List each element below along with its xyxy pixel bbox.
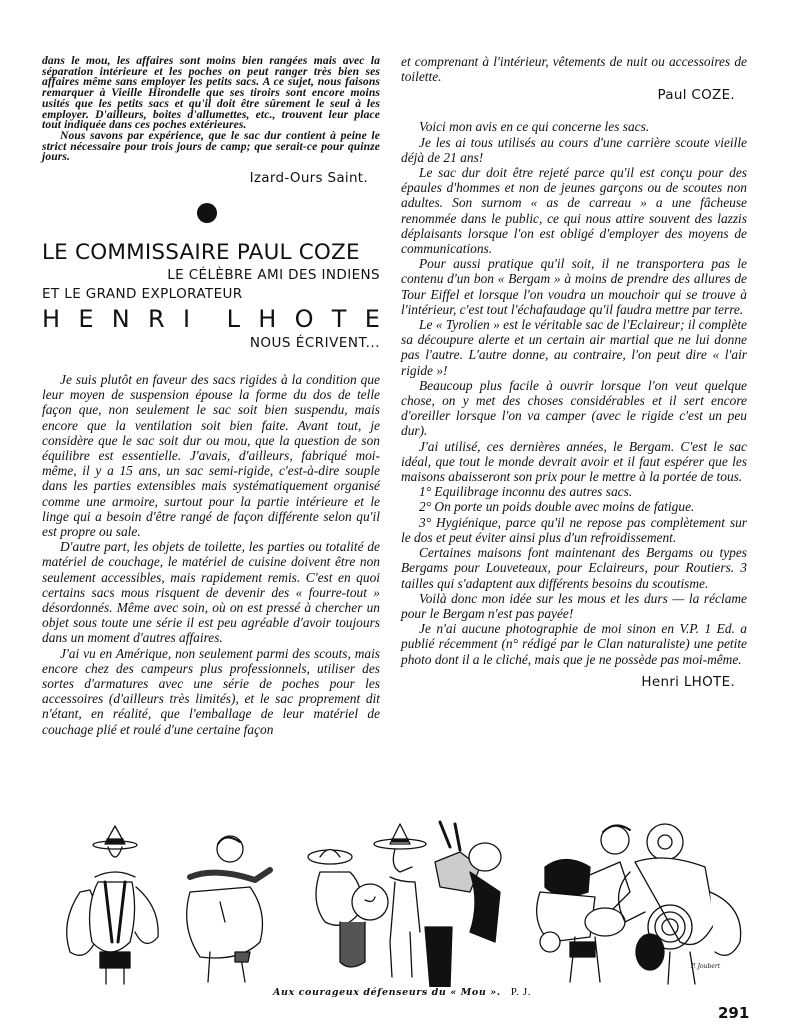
heading-line-lhote xyxy=(42,304,380,334)
caption-credit: P. J. xyxy=(510,986,532,998)
coze-continuation: et comprenant à l'intérieur, vêtements de nuit ou accessoires de toilette. xyxy=(401,54,747,85)
heading-letter: N xyxy=(111,305,130,333)
lhote-paragraph-2: Je les ai tous utilisés au cours d'une carrière scoute vieille déjà de 21 ans! xyxy=(401,134,747,165)
page-number: 291 xyxy=(718,1004,750,1022)
heading-letter: O xyxy=(294,305,314,333)
lhote-paragraph-8: Certaines maisons font maintenant des Bergams ou types Bergams pour Louveteaux, pour Eclaireurs, pour Routiers. 3 tailles qui s'adaptent aux différents besoins du scoutisme. xyxy=(401,545,747,591)
heading-letter: I xyxy=(182,305,191,333)
lhote-paragraph-6: Beaucoup plus facile à ouvrir lorsque l'on veut quelque chose, on y met des choses considérables et il sert encore d'oreiller lorsque l'on va camper (avec le rigide c'est un peu dur). xyxy=(401,377,747,439)
lhote-paragraph-7: J'ai utilisé, ces dernières années, le Bergam. C'est le sac idéal, que tout le monde devrait avoir et il faut espérer que les maisons abaisseront son prix pour le mettre à la portée de tous. xyxy=(401,438,747,485)
coze-signature: Paul COZE. xyxy=(657,87,735,104)
intro-paragraph-2: Nous savons par expérience, que le sac dur contient à peine le strict nécessaire pour trois jours de camp; que serait-ce pour quinze jours. xyxy=(42,128,380,164)
lhote-signature: Henri LHOTE. xyxy=(641,673,735,690)
scout-figure xyxy=(67,826,158,984)
right-column xyxy=(401,54,747,690)
lhote-paragraph-5: Le « Tyrolien » est le véritable sac de l'Eclaireur; il complète sa découpure alerte et un certain air martial que ne lui donne pas l'autre. L'autre donne, au contraire, l'on peut dire « l'air rigide »! xyxy=(401,317,747,378)
heading-letter: H xyxy=(258,305,277,333)
article-heading xyxy=(42,240,380,352)
lhote-list-item-3: 3° Hygiénique, parce qu'il ne repose pas complètement sur le dos et peut éviter ainsi plus d'un refroidissement. xyxy=(401,514,747,545)
lhote-list-item-1: 1° Equilibrage inconnu des autres sacs. xyxy=(419,484,633,500)
coze-paragraph-2: D'autre part, les objets de toilette, les parties ou totalité de matériel de couchage, le matériel de cuisine doivent être non seulement accessibles, mais rapidement remis. C'est en quoi certains sacs mous risquent de devenir des « fourre-tout » désordonnés. Même avec soin, où on est pressé à chercher un objet sous toute une série il est peu agréable d'avoir toujours dans un moment d'autres affaires. xyxy=(42,539,380,646)
scout-figure xyxy=(619,824,741,984)
coze-article xyxy=(42,372,380,737)
heading-letter: H xyxy=(42,305,61,333)
heading-letter: T xyxy=(331,305,347,333)
scout-figure xyxy=(425,822,501,987)
scout-figure xyxy=(187,836,270,982)
heading-letter: E xyxy=(364,305,380,333)
heading-line-indiens: LE CÉLÈBRE AMI DES INDIENS xyxy=(167,267,380,283)
caption-text: Aux courageux défenseurs du « Mou ». xyxy=(273,987,501,998)
lhote-paragraph-4: Pour aussi pratique qu'il soit, il ne transportera pas le contenu d'un bon « Bergam » à moins de prendre des allures de Tour Eiffel et lorsque l'on voudra un mouchoir qui se trouve à l'intérieur, c'est tout l'échafaudage qu'il faudra mettre par terre. xyxy=(401,256,747,317)
lhote-paragraph-10: Je n'ai aucune photographie de moi sinon en V.P. 1 Ed. a publié récemment (n° rédigé par le Clan naturaliste) une petite photo dont il a le cliché, mais que je ne possède pas moi-même. xyxy=(401,621,747,667)
left-column xyxy=(42,56,380,186)
heading-letter: R xyxy=(148,305,165,333)
scout-figure xyxy=(537,825,630,982)
intro-paragraph-1: dans le mou, les affaires sont moins bien rangées mais avec la séparation intérieure et les poches on peut ranger très bien ses affaires même sans employer les petits sacs. A ce sujet, nous faisons remarquer à Vieille Hirondelle que ses tiroirs sont encore moins usités que les petits sacs et qu'il doit être sûrement le seul à les employer. D'ailleurs, boites d'allumettes, etc., trouvent leur place tout indiquée dans ces poches extérieures. xyxy=(42,54,380,132)
heading-line-explorateur: ET LE GRAND EXPLORATEUR xyxy=(42,286,243,302)
heading-line-coze: LE COMMISSAIRE PAUL COZE xyxy=(42,240,360,265)
illustration-caption xyxy=(273,986,531,998)
lhote-list-item-2: 2° On porte un poids double avec moins de fatigue. xyxy=(419,499,695,515)
artist-signature: P. Joubert xyxy=(691,963,721,970)
lhote-paragraph-1: Voici mon avis en ce qui concerne les sacs. xyxy=(419,119,650,135)
lhote-paragraph-3: Le sac dur doit être rejeté parce qu'il est conçu pour des épaules d'hommes et non de jeunes garçons ou de scoutes non adultes. Son surnom « as de carreau » a une fâcheuse renommée dans le public, ce qui nous attire souvent des lazzis déplaisants lorsque l'on est obligé d'employer des moyens de communications. xyxy=(401,165,747,257)
section-bullet-icon xyxy=(197,203,217,223)
heading-letter: E xyxy=(78,305,94,333)
coze-paragraph-3: J'ai vu en Amérique, non seulement parmi des scouts, mais encore chez des campeurs plus professionnels, utiliser des sortes d'armatures avec une série de poches pour les accessoires (d'ailleurs très limités), et le sac proprement dit n'étant, en réalité, que l'emballage de leur matériel de couchage plié et roulé d'une certaine façon xyxy=(42,645,380,737)
scouts-illustration xyxy=(40,812,748,987)
intro-signature: Izard-Ours Saint. xyxy=(249,170,368,187)
coze-paragraph-1: Je suis plutôt en faveur des sacs rigides à la condition que leur moyen de suspension épouse la forme du dos de telle façon que, non seulement le sac soit bien suspendu, mais encore que la ventilation soit bien faite. Avant tout, je considère que le sac soit dur ou mou, que la question de son équilibre est essentielle. J'avais, d'ailleurs, fabriqué moi-même, il y a 15 ans, un sac semi-rigide, c'est-à-dire souple dans les parties extensibles mais systématiquement organisé comme une armoire, surtout pour la partie intérieure et le linge qui a besoin d'être rangé de façon différente selon qu'il est propre ou sale. xyxy=(42,372,380,540)
scout-figure xyxy=(308,824,426,977)
heading-letter: L xyxy=(226,305,240,333)
lhote-paragraph-9: Voilà donc mon idée sur les mous et les durs — la réclame pour le Bergam n'est pas payée! xyxy=(401,590,747,621)
heading-line-ecrivent: NOUS ÉCRIVENT... xyxy=(249,335,380,351)
